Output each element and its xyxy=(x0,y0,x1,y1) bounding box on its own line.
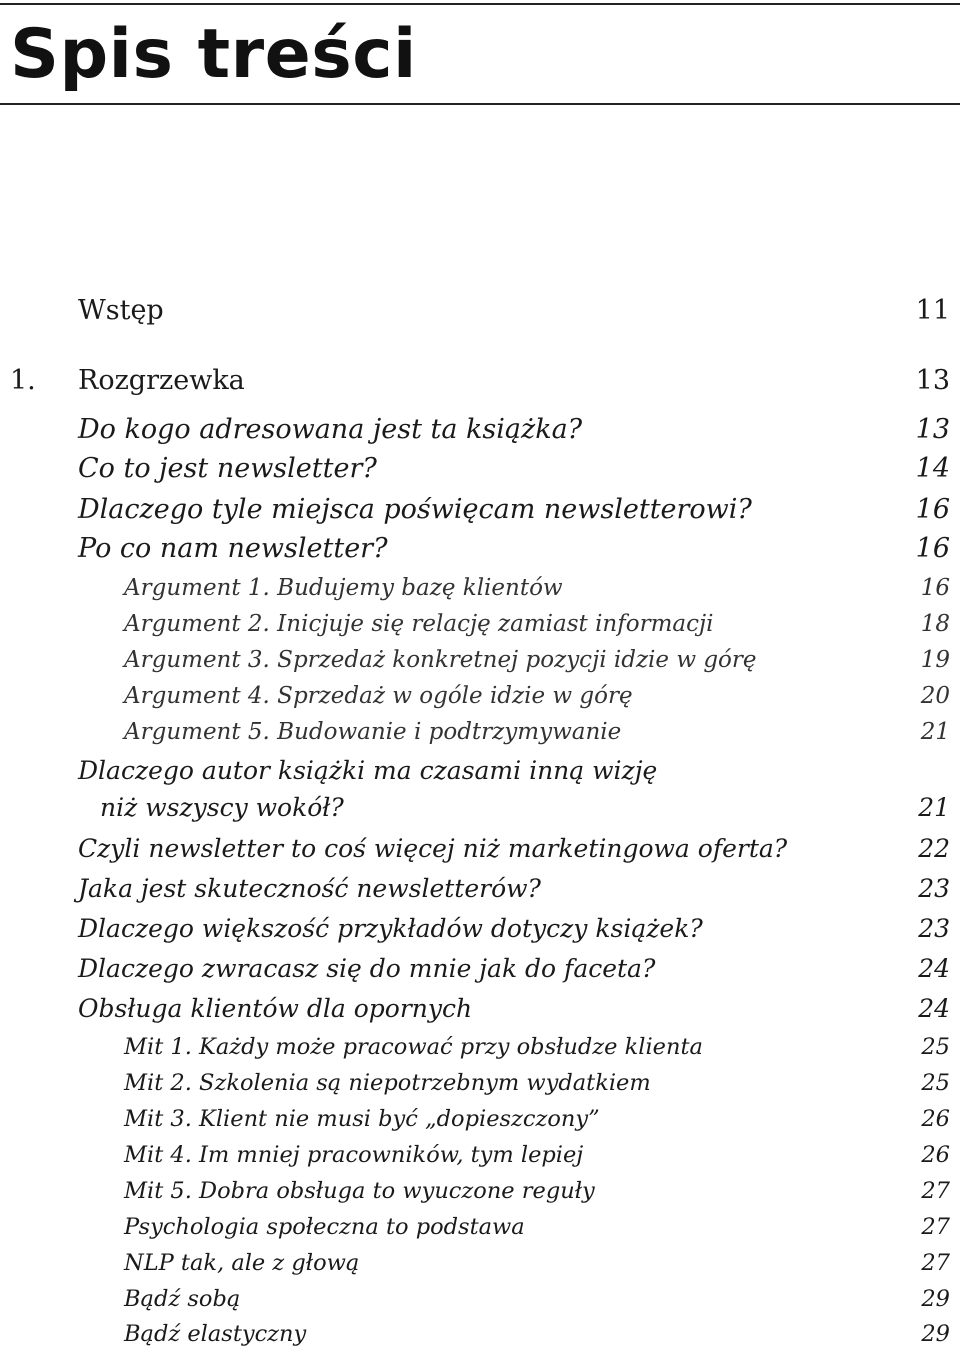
toc-entry-title: Do kogo adresowana jest ta książka? xyxy=(78,414,583,445)
toc-entry-title: Mit 5. Dobra obsługa to wyuczone reguły xyxy=(124,1178,595,1204)
toc-entry-title: Argument 5. Budowanie i podtrzymywanie xyxy=(124,719,622,745)
toc-entry-page: 16 xyxy=(915,533,950,564)
toc-entry-title: Mit 2. Szkolenia są niepotrzebnym wydatkiem xyxy=(124,1070,651,1096)
toc-entry-title: Rozgrzewka xyxy=(78,365,245,396)
toc-entry-title-continuation: niż wszyscy wokół? xyxy=(100,793,344,822)
toc-entry-page: 24 xyxy=(918,994,950,1023)
toc-entry-page: 22 xyxy=(918,834,950,863)
toc-entry-title: Dlaczego autor książki ma czasami inną wizję xyxy=(78,756,658,785)
toc-entry-page: 24 xyxy=(918,954,950,983)
toc-entry-page: 14 xyxy=(915,453,950,484)
toc-entry-page: 26 xyxy=(921,1142,950,1168)
toc-entry-page: 18 xyxy=(920,611,950,637)
toc-entry-title: Czyli newsletter to coś więcej niż marketingowa oferta? xyxy=(78,834,788,863)
toc-entry-page: 26 xyxy=(921,1106,950,1132)
title-rule xyxy=(0,103,960,105)
toc-entry-title: Argument 4. Sprzedaż w ogóle idzie w górę xyxy=(124,683,633,709)
toc-entry-page: 29 xyxy=(921,1286,950,1312)
toc-entry-page: 16 xyxy=(920,575,950,601)
toc-entry-page: 13 xyxy=(915,414,950,445)
toc-entry-page: 16 xyxy=(915,494,950,525)
toc-entry-page: 11 xyxy=(915,295,950,326)
toc-entry-title: Obsługa klientów dla opornych xyxy=(78,994,473,1023)
toc-entry-title: Argument 1. Budujemy bazę klientów xyxy=(124,575,563,601)
toc-entry-page: 25 xyxy=(921,1034,950,1060)
toc-entry-title: Dlaczego tyle miejsca poświęcam newsletterowi? xyxy=(78,494,752,525)
toc-entry-page: 23 xyxy=(918,874,950,903)
toc-entry-title: Mit 4. Im mniej pracowników, tym lepiej xyxy=(124,1142,584,1168)
toc-entry-title: Argument 3. Sprzedaż konkretnej pozycji idzie w górę xyxy=(124,647,757,673)
toc-entry-title: Wstęp xyxy=(78,295,164,326)
toc-entry-page: 25 xyxy=(921,1070,950,1096)
toc-entry-title: Co to jest newsletter? xyxy=(78,453,377,484)
toc-entry-page: 27 xyxy=(921,1250,950,1276)
toc-entry-title: Psychologia społeczna to podstawa xyxy=(124,1214,525,1240)
toc-entry-title: Dlaczego zwracasz się do mnie jak do faceta? xyxy=(78,954,656,983)
toc-entry-page: 23 xyxy=(918,914,950,943)
toc-entry-title: Jaka jest skuteczność newsletterów? xyxy=(78,874,541,903)
toc-entry-title: Mit 1. Każdy może pracować przy obsłudze klienta xyxy=(124,1034,703,1060)
page-title: Spis treści xyxy=(10,15,417,94)
toc-entry-title: Argument 2. Inicjuje się relację zamiast informacji xyxy=(124,611,714,637)
toc-entry-title: Dlaczego większość przykładów dotyczy książek? xyxy=(78,914,703,943)
toc-entry-page: 19 xyxy=(920,647,950,673)
toc-entry-title: NLP tak, ale z głową xyxy=(124,1250,360,1276)
toc-entry-page: 20 xyxy=(920,683,950,709)
top-rule xyxy=(0,3,960,5)
toc-entry-title: Bądź sobą xyxy=(124,1286,241,1312)
toc-entry-page: 27 xyxy=(921,1178,950,1204)
toc-entry-page: 27 xyxy=(921,1214,950,1240)
toc-entry-title: Bądź elastyczny xyxy=(124,1321,307,1347)
toc-chapter-number: 1. xyxy=(10,365,36,396)
toc-entry-page: 21 xyxy=(918,793,950,822)
toc-entry-page: 29 xyxy=(921,1321,950,1347)
toc-entry-page: 13 xyxy=(915,365,950,396)
toc-entry-title: Mit 3. Klient nie musi być „dopieszczony” xyxy=(124,1106,600,1132)
toc-entry-title: Po co nam newsletter? xyxy=(78,533,388,564)
toc-entry-page: 21 xyxy=(920,719,950,745)
